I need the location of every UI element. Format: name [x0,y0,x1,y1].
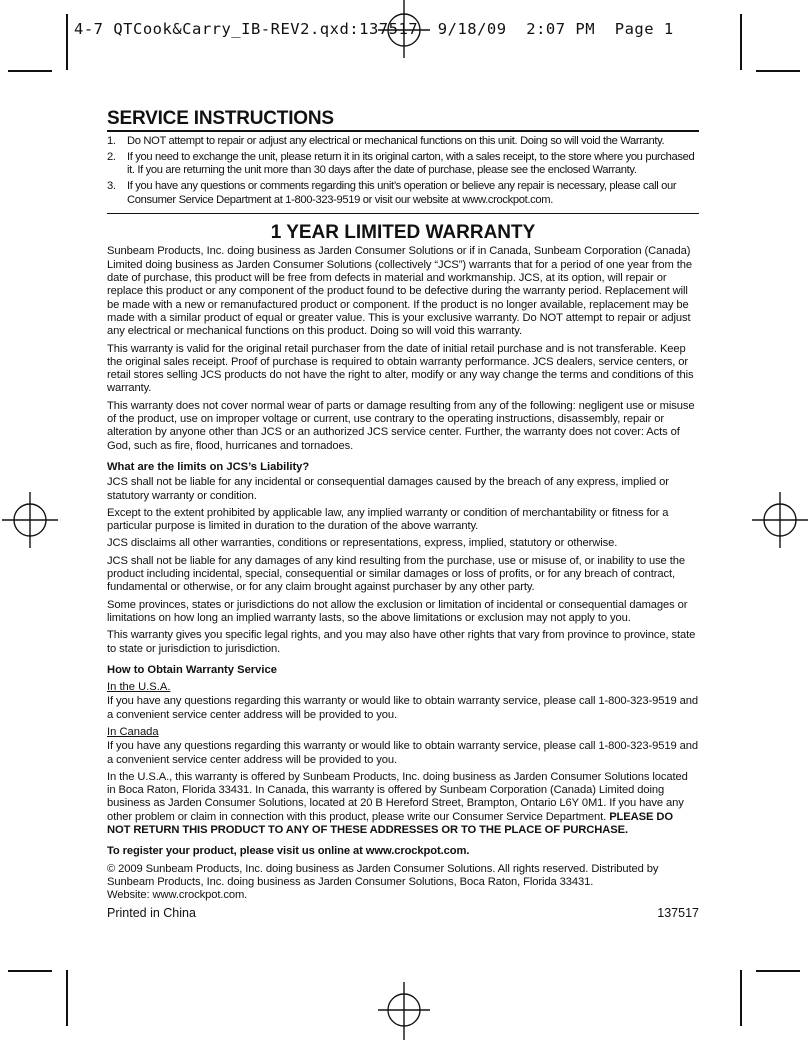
warranty-paragraph: This warranty does not cover normal wear of parts or damage resulting from any of the following: negligent use or misuse of the product, use on improper voltage or current, use contrary to the operating instructions, disassembly, repair or alteration by anyone other than JCS or an authorized JCS service center. Further, the warranty does not cover: Acts of God, such as fire, flood, hurricanes and tornadoes. [107,399,695,452]
warranty-paragraph: Sunbeam Products, Inc. doing business as Jarden Consumer Solutions or if in Canada, Sunbeam Corporation (Canada) Limited doing business as Jarden Consumer Solutions (collectively “JCS”) warrants that for a period of one year from the date of purchase, this product will be free from defects in material and workmanship. JCS, at its option, will repair or replace this product or any component of the product found to be defective during the warranty period. Replacement will be made with a new or remanufactured product or component. If the product is no longer available, replacement may be made with a similar product of equal or greater value. This is your exclusive warranty. Do NOT attempt to repair or adjust any electrical or mechanical functions on this product. Doing so will void this warranty. [107,245,692,338]
liability-paragraph: Some provinces, states or jurisdictions do not allow the exclusion or limitation of incidental or consequential damages or limitations on how long an implied warranty lasts, so the above limitations or exclusion may not apply to you. [107,598,688,624]
registration-mark-right-icon [750,490,808,550]
document-body [107,108,699,903]
do-not-return-notice: PLEASE DO NOT RETURN THIS PRODUCT TO ANY OF THESE ADDRESSES OR TO THE PLACE OF PURCHASE. [107,810,673,837]
item-number: 1. [107,134,116,147]
liability-paragraph: JCS shall not be liable for any damages of any kind resulting from the purchase, use or misuse of, or inability to use the product including incidental, special, consequential or similar damages or loss of profits, or for any breach of contract, fundamental or otherwise, or for any claim brought against purchaser by any other party. [107,554,685,594]
offered-text: In the U.S.A., this warranty is offered by Sunbeam Products, Inc. doing business as Jarden Consumer Solutions located in Boca Raton, Florida 33431. In Canada, this warranty is offered by Sunbeam Corporation (Canada) Limited doing business as Jarden Consumer Solutions, located at 20 B Hereford Street, Brampton, Ontario L6Y 0M1. If you have any other problem or claim in connection with this product, please write our Consumer Service Department. [107,770,688,823]
canada-subheading: In Canada [107,725,159,738]
crop-mark-top-right-horizontal [756,70,800,72]
item-number: 3. [107,180,116,193]
page-footer [107,906,699,920]
website-text: Website: www.crockpot.com. [107,889,248,902]
liability-heading: What are the limits on JCS’s Liability? [107,460,310,473]
registration-mark-top-icon [374,0,434,60]
printer-slug-line: 4-7 QTCook&Carry_IB-REV2.qxd:137517 9/18/09 2:07 PM Page 1 [74,20,674,38]
item-text: If you have any questions or comments regarding this unit’s operation or believe any repair is necessary, please call our Consumer Service Department at 1-800-323-9519 or visit our website at www.crockpot.com. [127,180,677,206]
liability-paragraph: Except to the extent prohibited by applicable law, any implied warranty or condition of merchantability or fitness for a particular purpose is limited in duration to the duration of the above warranty. [107,506,669,533]
item-text: Do NOT attempt to repair or adjust any electrical or mechanical functions on this unit. Doing so will void the Warranty. [127,134,665,147]
offered-paragraph [107,771,699,837]
item-text: If you need to exchange the unit, please return it in its original carton, with a sales receipt, to the store where you purchased it. If you are returning the unit more than 30 days after the date of purchase, please see the enclosed Warranty. [127,150,695,177]
obtain-service-heading: How to Obtain Warranty Service [107,663,277,676]
heading-rule [107,130,699,132]
crop-mark-bottom-left [66,970,68,1026]
section-divider-rule [107,213,699,215]
service-instruction-item [107,151,699,178]
canada-paragraph: If you have any questions regarding this warranty or would like to obtain warranty service, please call 1-800-323-9519 and a convenient service center address will be provided to you. [107,740,699,766]
liability-paragraph: JCS disclaims all other warranties, conditions or representations, express, implied, statutory or otherwise. [107,537,618,550]
register-notice: To register your product, please visit us online at www.crockpot.com. [107,845,470,858]
warranty-paragraph: This warranty is valid for the original retail purchaser from the date of initial retail purchase and is not transferable. Keep the original sales receipt. Proof of purchase is required to obtain warranty performance. JCS dealers, service centers, or retail stores selling JCS products do not have the right to alter, modify or any way change the terms and conditions of this warranty. [107,342,694,395]
liability-paragraph: JCS shall not be liable for any incidental or consequential damages caused by the breach of any express, implied or statutory warranty or condition. [107,476,669,502]
document-code: 137517 [657,906,699,920]
service-instruction-item [107,180,699,207]
service-instruction-item [107,135,699,148]
usa-paragraph: If you have any questions regarding this warranty or would like to obtain warranty service, please call 1-800-323-9519 and a convenient service center address will be provided to you. [107,695,699,721]
usa-subheading: In the U.S.A. [107,681,171,694]
item-number: 2. [107,150,116,163]
service-instructions-list [107,135,699,207]
warranty-heading: 1 YEAR LIMITED WARRANTY [270,222,536,244]
crop-mark-top-left [66,14,68,70]
printed-in-label: Printed in China [107,906,196,920]
registration-mark-left-icon [0,490,60,550]
copyright-paragraph [107,863,699,903]
liability-paragraph: This warranty gives you specific legal rights, and you may also have other rights that vary from province to province, state to state or jurisdiction to jurisdiction. [107,629,696,655]
service-instructions-heading: SERVICE INSTRUCTIONS [107,108,334,129]
crop-mark-bottom-right-horizontal [756,970,800,972]
crop-mark-top-right [740,14,742,70]
crop-mark-bottom-right [740,970,742,1026]
crop-mark-top-left-horizontal [8,70,52,72]
registration-mark-bottom-icon [374,980,434,1040]
crop-mark-bottom-left-horizontal [8,970,52,972]
copyright-text: © 2009 Sunbeam Products, Inc. doing business as Jarden Consumer Solutions. All rights reserved. Distributed by Sunbeam Products, Inc. doing business as Jarden Consumer Solutions, Boca Raton, Florida 33431. [107,862,659,888]
